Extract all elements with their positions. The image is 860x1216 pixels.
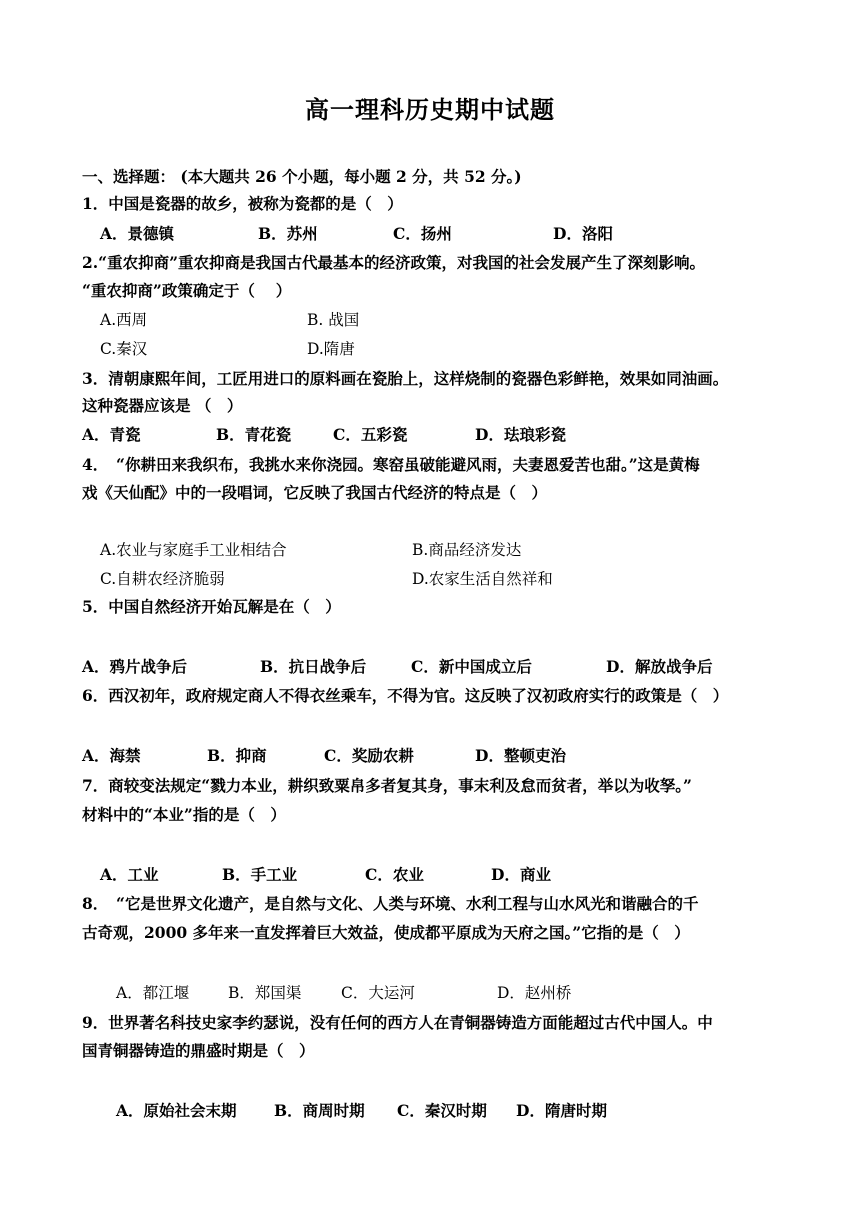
- question-6-option-b: B．抑商: [207, 746, 267, 765]
- question-8-option-d: D．赵州桥: [497, 984, 572, 1002]
- question-6-option-a: A．海禁: [82, 746, 141, 765]
- question-2-stem-line-1: 2.“重农抑商”重农抑商是我国古代最基本的经济政策，对我国的社会发展产生了深刻影响。: [82, 253, 706, 272]
- question-3-option-c: C．五彩瓷: [333, 425, 408, 444]
- question-4-stem-line-1: 4． “你耕田来我织布，我挑水来你浇园。寒窑虽破能避风雨，夫妻恩爱苦也甜。”这是黄梅: [82, 455, 700, 474]
- question-5-option-a: A．鸦片战争后: [82, 657, 188, 676]
- question-9-option-a: A．原始社会末期: [116, 1101, 237, 1120]
- question-8-option-b: B．郑国渠: [228, 984, 302, 1002]
- question-9-option-d: D．隋唐时期: [516, 1101, 607, 1120]
- question-2-option-c: C.秦汉: [100, 340, 148, 358]
- question-6-option-c: C．奖励农耕: [324, 746, 414, 765]
- question-5-option-c: C．新中国成立后: [411, 657, 532, 676]
- question-7-stem-line-2: 材料中的“本业”指的是（ ）: [82, 805, 286, 824]
- question-6-stem: 6．西汉初年，政府规定商人不得衣丝乘车，不得为官。这反映了汉初政府实行的政策是（ ）: [82, 686, 729, 705]
- question-4-option-d: D.农家生活自然祥和: [412, 570, 553, 588]
- question-1-option-a: A．景德镇: [100, 224, 175, 243]
- question-3-stem-line-2: 这种瓷器应该是 （ ）: [82, 396, 243, 415]
- question-1-option-c: C．扬州: [393, 224, 452, 243]
- question-7-option-d: D．商业: [491, 865, 551, 884]
- exam-title: 高一理科历史期中试题: [305, 95, 555, 124]
- question-3-option-b: B．青花瓷: [216, 425, 292, 444]
- question-7-option-a: A．工业: [100, 865, 159, 884]
- question-1-option-b: B．苏州: [258, 224, 318, 243]
- question-9-option-b: B．商周时期: [274, 1101, 365, 1120]
- question-4-stem-line-2: 戏《天仙配》中的一段唱词，它反映了我国古代经济的特点是（ ）: [82, 483, 548, 502]
- question-7-option-c: C．农业: [365, 865, 424, 884]
- question-4-option-b: B.商品经济发达: [412, 541, 522, 559]
- question-2-stem-line-2: “重农抑商”政策确定于（ ）: [82, 281, 292, 300]
- question-2-option-d: D.隋唐: [307, 340, 355, 358]
- question-4-option-a: A.农业与家庭手工业相结合: [100, 541, 287, 559]
- question-9-stem-line-1: 9．世界著名科技史家李约瑟说，没有任何的西方人在青铜器铸造方面能超过古代中国人。中: [82, 1013, 713, 1032]
- section-heading: 一、选择题： (本大题共 26 个小题，每小题 2 分，共 52 分。): [82, 167, 522, 186]
- question-5-option-d: D．解放战争后: [606, 657, 713, 676]
- question-9-stem-line-2: 国青铜器铸造的鼎盛时期是（ ）: [82, 1041, 315, 1060]
- question-5-stem: 5．中国自然经济开始瓦解是在（ ）: [82, 597, 341, 616]
- question-5-option-b: B．抗日战争后: [260, 657, 367, 676]
- question-8-option-a: A．都江堰: [116, 984, 190, 1002]
- question-4-option-c: C.自耕农经济脆弱: [100, 570, 225, 588]
- question-7-stem-line-1: 7．商较变法规定“戮力本业，耕织致粟帛多者复其身，事末利及怠而贫者，举以为收孥。”: [82, 776, 692, 795]
- question-9-option-c: C．秦汉时期: [397, 1101, 487, 1120]
- question-8-stem-line-2: 古奇观，2000 多年来一直发挥着巨大效益，使成都平原成为天府之国。”它指的是（ ）: [82, 923, 690, 942]
- question-1-option-d: D．洛阳: [553, 224, 613, 243]
- question-1-stem: 1．中国是瓷器的故乡，被称为瓷都的是（ ）: [82, 194, 403, 213]
- question-8-stem-line-1: 8． “它是世界文化遗产，是自然与文化、人类与环境、水利工程与山水风光和谐融合的千: [82, 894, 699, 913]
- question-3-option-a: A．青瓷: [82, 425, 141, 444]
- question-8-option-c: C．大运河: [341, 984, 415, 1002]
- question-3-option-d: D．珐琅彩瓷: [475, 425, 566, 444]
- question-2-option-b: B. 战国: [307, 311, 360, 329]
- question-7-option-b: B．手工业: [222, 865, 298, 884]
- question-3-stem-line-1: 3．清朝康熙年间，工匠用进口的原料画在瓷胎上，这样烧制的瓷器色彩鲜艳，效果如同油画。: [82, 369, 729, 388]
- question-6-option-d: D．整顿吏治: [475, 746, 566, 765]
- question-2-option-a: A.西周: [100, 311, 148, 329]
